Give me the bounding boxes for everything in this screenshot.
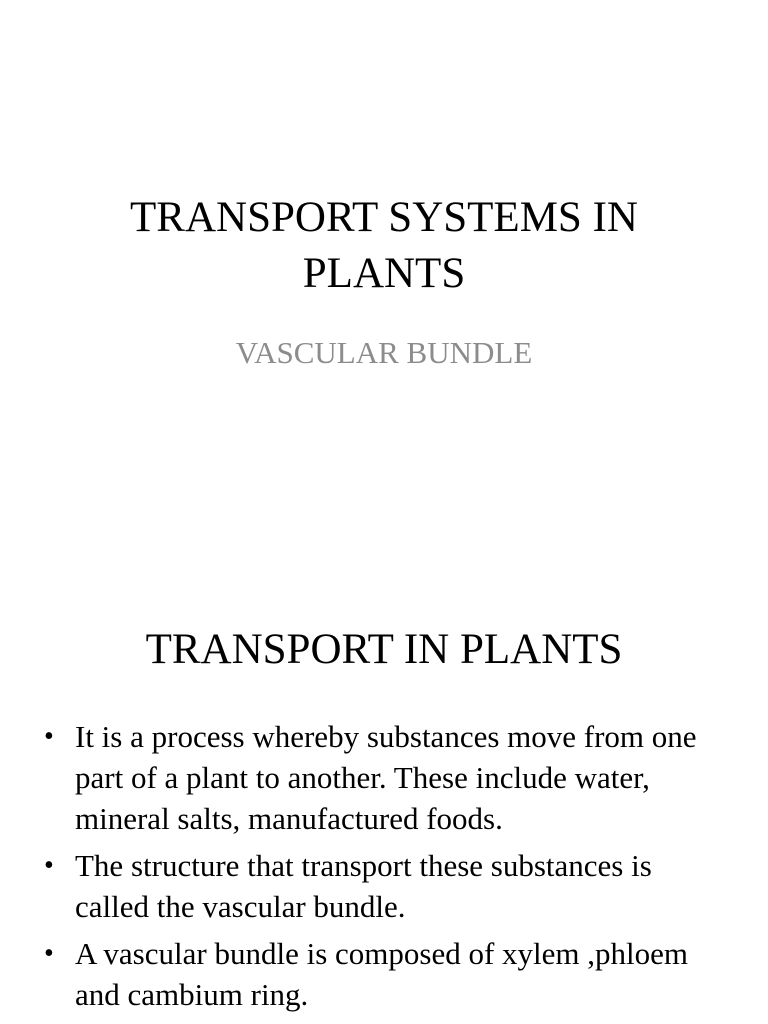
- content-slide: [0, 576, 768, 1024]
- bullet-item: [0, 845, 768, 927]
- bullet-text: It is a process whereby substances move from one part of a plant to another. These include water, mineral salts, manufactured foods.: [75, 719, 697, 836]
- slide-subtitle: VASCULAR BUNDLE: [235, 335, 533, 370]
- slide-title: TRANSPORT SYSTEMS IN PLANTS: [130, 194, 638, 297]
- bullet-dot-icon: •: [44, 850, 54, 881]
- bullet-dot-icon: •: [44, 938, 54, 969]
- bullet-dot-icon: •: [44, 721, 54, 752]
- bullet-text: A vascular bundle is composed of xylem ,phloem and cambium ring.: [75, 936, 688, 1012]
- bullet-item: [0, 933, 768, 1015]
- bullet-text: The structure that transport these substances is called the vascular bundle.: [75, 848, 652, 924]
- bullet-list: [0, 716, 768, 1021]
- slide-title: TRANSPORT IN PLANTS: [145, 626, 623, 673]
- bullet-item: [0, 716, 768, 839]
